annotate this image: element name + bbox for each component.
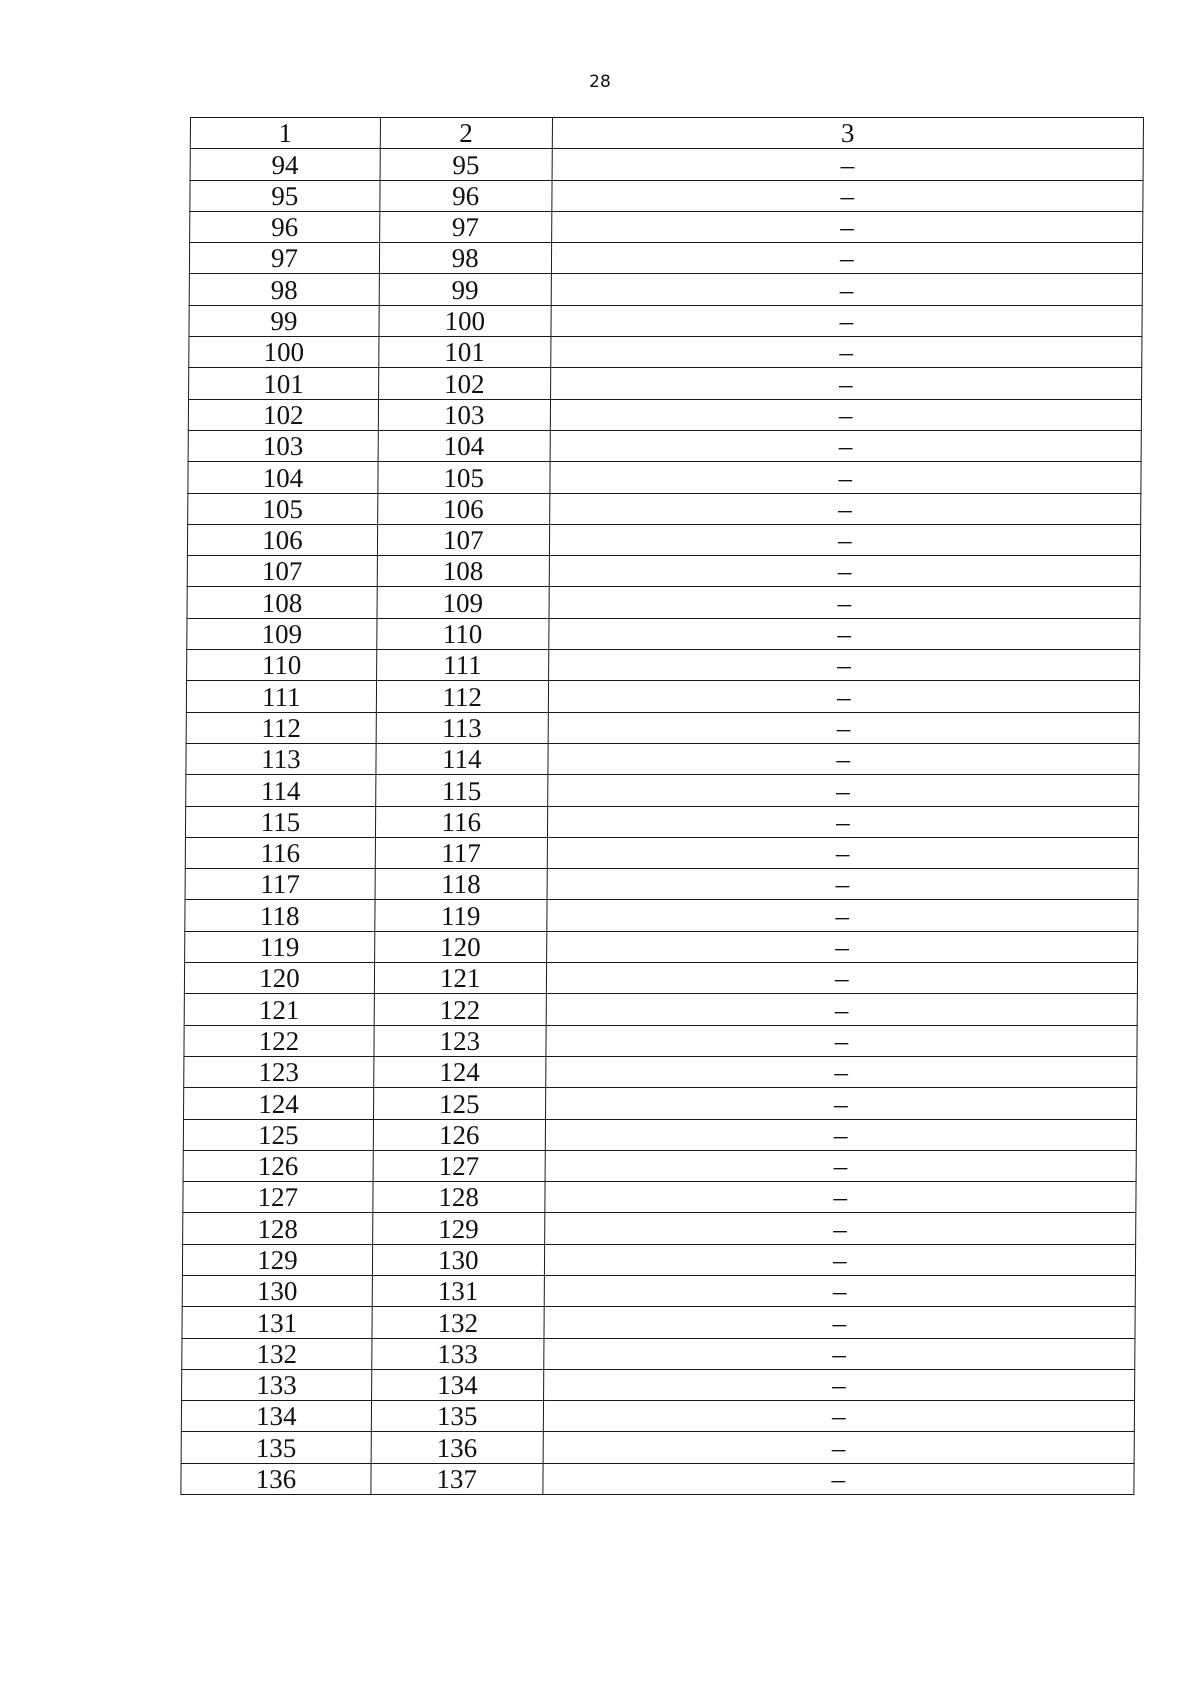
table-cell-col-1: 112 [186,712,376,743]
table-cell-col-3: – [543,1369,1135,1400]
table-row [186,681,1139,712]
table-cell-col-1: 124 [184,1088,374,1119]
table-row [182,1338,1135,1369]
table-cell-col-1: 94 [190,149,380,180]
table-row [184,963,1137,994]
table-cell-col-2: 118 [375,869,547,900]
table-cell-col-1: 111 [186,681,376,712]
table-cell-col-1: 128 [183,1213,373,1244]
table-cell-col-3: – [546,1025,1138,1056]
table-row [181,1463,1134,1494]
table-cell-col-3: – [546,900,1138,931]
table-row [187,618,1140,649]
table-cell-col-1: 101 [189,368,379,399]
table-cell-col-2: 134 [371,1369,543,1400]
table-cell-col-3: – [546,931,1138,962]
table-cell-col-3: – [549,524,1141,555]
table-cell-col-1: 108 [187,587,377,618]
table-cell-col-3: – [550,368,1142,399]
table-cell-col-1: 109 [187,618,377,649]
table-row [188,493,1141,524]
table-cell-col-2: 125 [373,1088,545,1119]
table-cell-col-3: – [551,274,1143,305]
table-cell-col-3: – [543,1432,1135,1463]
table-row [188,399,1141,430]
table-row [183,1213,1136,1244]
table-row [185,837,1138,868]
table-cell-col-2: 126 [373,1119,545,1150]
table-cell-col-1: 118 [185,900,375,931]
column-header-2: 2 [380,118,552,149]
table-row [185,931,1138,962]
table-cell-col-1: 116 [185,837,375,868]
table-cell-col-3: – [546,994,1138,1025]
table-cell-col-1: 133 [182,1369,372,1400]
table-cell-col-3: – [547,775,1139,806]
table-cell-col-2: 104 [378,430,550,461]
table-row [190,211,1143,242]
table-cell-col-3: – [547,806,1139,837]
table-cell-col-3: – [548,681,1140,712]
table-cell-col-2: 120 [374,931,546,962]
table-cell-col-3: – [548,650,1140,681]
table-cell-col-3: – [551,211,1143,242]
table-cell-col-2: 115 [376,775,548,806]
table-cell-col-2: 137 [371,1463,543,1494]
table-cell-col-2: 129 [372,1213,544,1244]
table-cell-col-3: – [547,869,1139,900]
table-cell-col-3: – [550,399,1142,430]
table-row [183,1150,1136,1181]
table-cell-col-1: 120 [184,963,374,994]
table-cell-col-3: – [544,1307,1136,1338]
table-cell-col-2: 103 [378,399,550,430]
table-cell-col-3: – [551,180,1143,211]
table-cell-col-2: 116 [375,806,547,837]
table-cell-col-3: – [543,1338,1135,1369]
table-row [189,274,1142,305]
table-row [189,337,1142,368]
table-cell-col-2: 133 [372,1338,544,1369]
table-cell-col-1: 125 [183,1119,373,1150]
table-cell-col-1: 115 [185,806,375,837]
table-cell-col-3: – [544,1244,1136,1275]
table-row [183,1119,1136,1150]
table-cell-col-1: 96 [190,211,380,242]
table-cell-col-1: 130 [182,1275,372,1306]
table-cell-col-2: 99 [379,274,551,305]
table-row [188,430,1141,461]
table-row [185,869,1138,900]
table-row [183,1182,1136,1213]
table-cell-col-2: 135 [371,1401,543,1432]
table-cell-col-2: 123 [374,1025,546,1056]
table-cell-col-3: – [550,430,1142,461]
table-row [181,1401,1134,1432]
table-cell-col-2: 130 [372,1244,544,1275]
table-cell-col-3: – [547,837,1139,868]
table-row [188,462,1141,493]
table-row [189,368,1142,399]
table-row [186,743,1139,774]
table-cell-col-1: 97 [189,243,379,274]
table-row [187,556,1140,587]
table-cell-col-2: 111 [376,650,548,681]
table-cell-col-2: 107 [377,524,549,555]
table-cell-col-2: 121 [374,963,546,994]
table-cell-col-1: 103 [188,430,378,461]
table-cell-col-3: – [545,1056,1137,1087]
table-cell-col-2: 122 [374,994,546,1025]
page-number: 28 [589,72,611,92]
table-cell-col-2: 132 [372,1307,544,1338]
table-row [184,1025,1137,1056]
table-cell-col-1: 136 [181,1463,371,1494]
table-cell-col-2: 113 [376,712,548,743]
table-row [182,1244,1135,1275]
table-cell-col-1: 131 [182,1307,372,1338]
table-cell-col-2: 124 [374,1056,546,1087]
table-cell-col-2: 128 [373,1182,545,1213]
table-cell-col-2: 100 [379,305,551,336]
table-cell-col-1: 132 [182,1338,372,1369]
table-cell-col-3: – [549,493,1141,524]
table-cell-col-1: 117 [185,869,375,900]
table-cell-col-3: – [548,712,1140,743]
table-row [182,1307,1135,1338]
table-cell-col-1: 113 [186,743,376,774]
table-cell-col-2: 105 [378,462,550,493]
table-row [190,149,1143,180]
table-cell-col-1: 123 [184,1056,374,1087]
table-cell-col-3: – [543,1401,1135,1432]
table-row [187,650,1140,681]
table-cell-col-3: – [549,556,1141,587]
column-header-3: 3 [552,118,1144,149]
table-cell-col-1: 134 [181,1401,371,1432]
table-cell-col-2: 96 [380,180,552,211]
table-cell-col-3: – [546,963,1138,994]
table-cell-col-2: 110 [377,618,549,649]
table-cell-col-3: – [545,1150,1137,1181]
table-cell-col-1: 104 [188,462,378,493]
table-cell-col-3: – [549,587,1141,618]
table-row [189,243,1142,274]
table-cell-col-1: 98 [189,274,379,305]
table-row [185,806,1138,837]
table-cell-col-2: 101 [379,337,551,368]
table-cell-col-3: – [551,305,1143,336]
table-row [184,1088,1137,1119]
table-cell-col-1: 126 [183,1150,373,1181]
table-cell-col-2: 136 [371,1432,543,1463]
table-cell-col-1: 127 [183,1182,373,1213]
table-cell-col-3: – [548,618,1140,649]
table-cell-col-1: 121 [184,994,374,1025]
column-header-1: 1 [190,118,380,149]
table-cell-col-3: – [545,1182,1137,1213]
table-cell-col-1: 106 [187,524,377,555]
table-row [182,1369,1135,1400]
table-cell-col-1: 129 [182,1244,372,1275]
table-body [181,118,1144,1495]
data-table [180,117,1144,1495]
table-row [186,775,1139,806]
table-cell-col-2: 95 [380,149,552,180]
table-row [184,994,1137,1025]
table-cell-col-1: 102 [188,399,378,430]
table-cell-col-1: 135 [181,1432,371,1463]
table-cell-col-3: – [551,243,1143,274]
table-row [190,180,1143,211]
table-row [186,712,1139,743]
table-cell-col-2: 131 [372,1275,544,1306]
table-row [189,305,1142,336]
table-cell-col-1: 105 [188,493,378,524]
table-cell-col-1: 114 [186,775,376,806]
table-cell-col-3: – [548,743,1140,774]
table-cell-col-2: 108 [377,556,549,587]
table-cell-col-2: 119 [375,900,547,931]
table-row [187,587,1140,618]
table-cell-col-3: – [543,1463,1135,1494]
table-row [182,1275,1135,1306]
table-cell-col-3: – [544,1213,1136,1244]
table-cell-col-1: 110 [187,650,377,681]
table-cell-col-2: 127 [373,1150,545,1181]
table-row [185,900,1138,931]
table-cell-col-1: 100 [189,337,379,368]
table-cell-col-3: – [545,1119,1137,1150]
table-cell-col-1: 99 [189,305,379,336]
table-cell-col-1: 107 [187,556,377,587]
table-cell-col-2: 117 [375,837,547,868]
table-cell-col-2: 106 [377,493,549,524]
table-cell-col-2: 114 [376,743,548,774]
table-cell-col-2: 102 [378,368,550,399]
table-cell-col-1: 95 [190,180,380,211]
table-row [187,524,1140,555]
table-header-row [190,118,1143,149]
table-cell-col-1: 119 [185,931,375,962]
table-cell-col-2: 98 [379,243,551,274]
table-row [181,1432,1134,1463]
table-row [184,1056,1137,1087]
table-cell-col-2: 112 [376,681,548,712]
table-cell-col-3: – [550,337,1142,368]
table-cell-col-2: 97 [379,211,551,242]
table-cell-col-3: – [552,149,1144,180]
table-cell-col-3: – [544,1275,1136,1306]
table-cell-col-1: 122 [184,1025,374,1056]
table-cell-col-2: 109 [377,587,549,618]
table-cell-col-3: – [550,462,1142,493]
table-cell-col-3: – [545,1088,1137,1119]
